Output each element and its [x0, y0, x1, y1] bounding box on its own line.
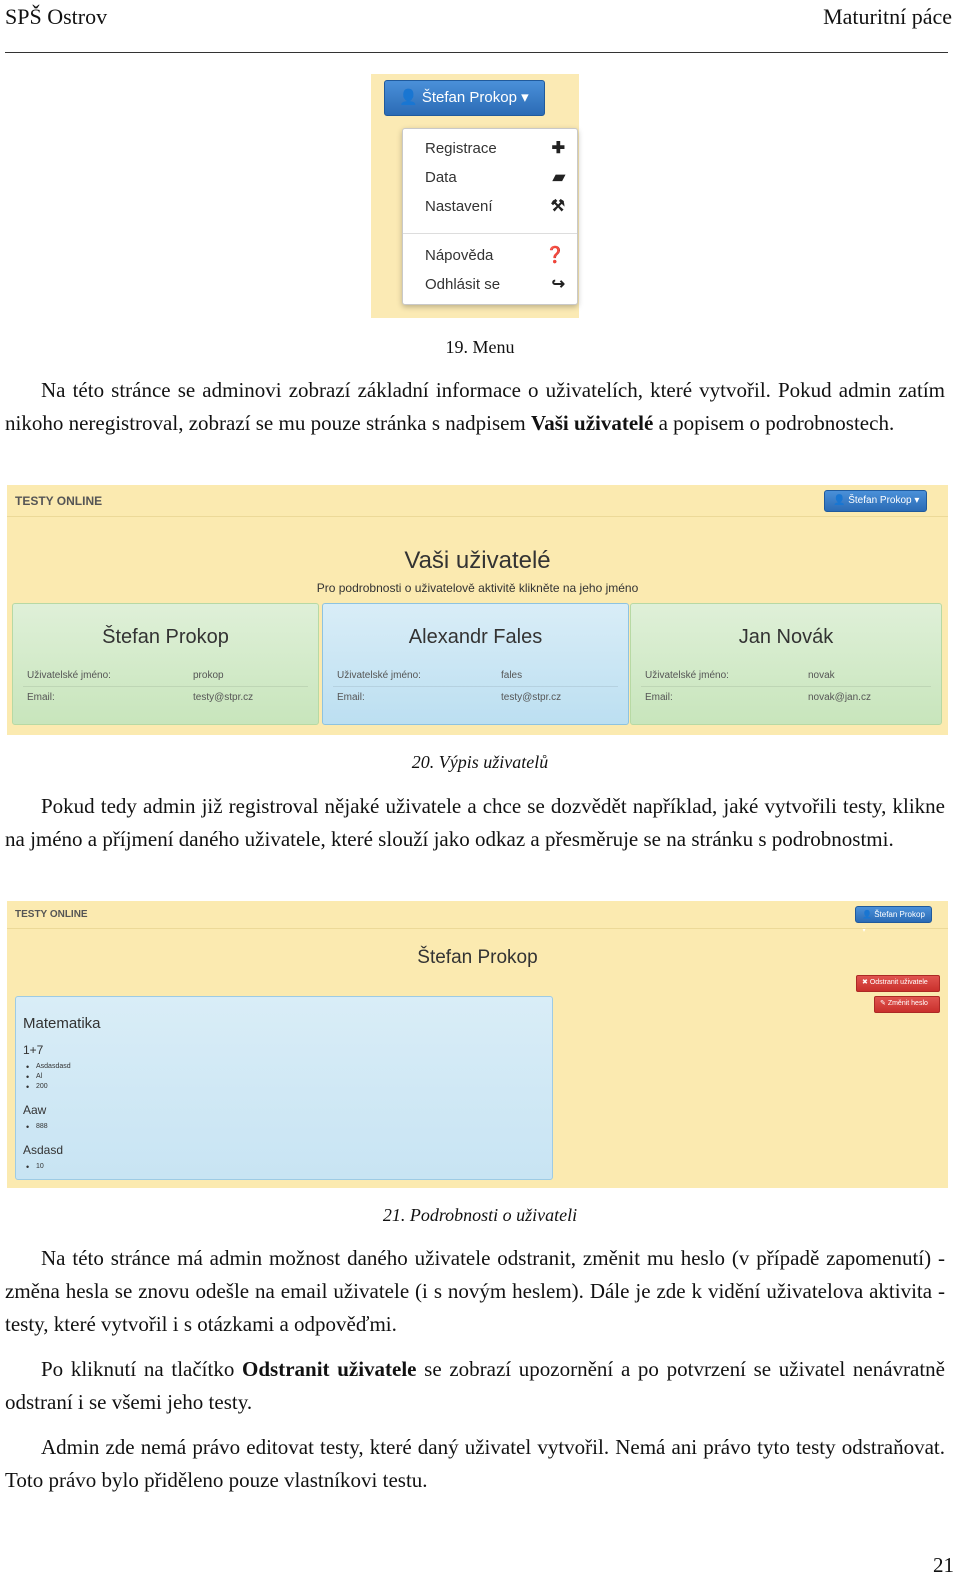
menu-item-label: Nastavení — [425, 198, 493, 215]
user-dropdown-button[interactable] — [384, 80, 545, 116]
email-value: testy@stpr.cz — [193, 692, 254, 703]
menu-item-registrace[interactable] — [425, 137, 565, 161]
test-name: Asdasd — [23, 1143, 64, 1157]
plus-icon: ✚ — [551, 140, 565, 157]
log-out-icon: ↪ — [551, 276, 565, 293]
paragraph-5: Admin zde nemá právo editovat testy, které daný uživatel vytvořil. Nemá ani právo tyto testy odstraňovat. Toto právo bylo přiděleno pouze vlastníkovi testu. — [5, 1435, 945, 1492]
user-dropdown-button[interactable] — [824, 490, 927, 512]
page-title: Štefan Prokop — [417, 947, 538, 968]
username-label: Uživatelské jméno: — [645, 670, 729, 681]
figure-user-detail — [7, 901, 948, 1188]
page-number: 21 — [933, 1553, 954, 1577]
page-title: Vaši uživatelé — [404, 547, 551, 574]
folder-open-icon: ▰ — [552, 169, 565, 186]
menu-item-label: Registrace — [425, 140, 497, 157]
menu-item-label: Nápověda — [425, 247, 494, 264]
menu-divider — [403, 233, 577, 234]
remove-icon: ✖ — [862, 979, 868, 986]
email-label: Email: — [645, 692, 673, 703]
user-dropdown-button[interactable] — [855, 906, 932, 934]
figure-caption-21: 21. Podrobnosti o uživateli — [382, 1205, 578, 1225]
subject-title: Matematika — [23, 1015, 101, 1032]
caret-down-icon: ▾ — [521, 89, 529, 106]
dropdown-menu — [402, 128, 578, 305]
figure-menu — [371, 74, 579, 318]
card-divider — [23, 686, 308, 687]
paragraph-3: Na této stránce má admin možnost daného uživatele odstranit, změnit mu heslo (v případě zapomenutí) - změna hesla se znovu odešle na email uživatele (i s novým heslem). Dále je zde k vidění uživatelova aktivita - testy, které vytvořil i s otázkami a odpověďmi. — [5, 1246, 945, 1336]
paragraph-1 — [5, 374, 945, 440]
menu-item-label: Odhlásit se — [425, 276, 501, 293]
email-value: novak@jan.cz — [808, 692, 871, 703]
figure-caption-20: 20. Výpis uživatelů — [411, 752, 549, 772]
paragraph-4-bold: Odstranit uživatele — [242, 1357, 417, 1381]
delete-user-button[interactable] — [856, 975, 940, 992]
test-name: Aaw — [23, 1103, 47, 1117]
caret-down-icon: ▾ — [862, 925, 867, 934]
answer-item: • Asdasdasd — [36, 1063, 71, 1070]
menu-item-odhlasit[interactable] — [425, 273, 565, 297]
paragraph-1-bold: Vaši uživatelé — [531, 411, 654, 435]
card-divider — [641, 686, 931, 687]
edit-icon: ✎ — [880, 1000, 886, 1007]
brand-title[interactable]: TESTY ONLINE — [15, 494, 103, 508]
user-card-name[interactable]: Jan Novák — [738, 626, 834, 648]
brand-title[interactable]: TESTY ONLINE — [15, 909, 88, 920]
user-card-name[interactable]: Alexandr Fales — [408, 626, 543, 648]
header-school: SPŠ Ostrov — [5, 4, 108, 29]
header-title: Maturitní páce — [823, 4, 952, 29]
user-icon: 👤 — [862, 910, 872, 919]
username-label: Uživatelské jméno: — [337, 670, 421, 681]
question-sign-icon: ❓ — [545, 247, 565, 264]
navbar-divider — [7, 928, 948, 929]
answer-item: • 888 — [36, 1123, 48, 1130]
user-card[interactable] — [630, 603, 942, 725]
username-label: Uživatelské jméno: — [27, 670, 111, 681]
menu-item-napoveda[interactable] — [425, 244, 565, 268]
menu-item-label: Data — [425, 169, 457, 186]
answer-item: • 10 — [36, 1163, 44, 1170]
figure-user-list — [7, 485, 948, 735]
header-rule — [5, 52, 948, 53]
username-value: novak — [808, 670, 835, 681]
menu-item-data[interactable] — [425, 166, 565, 190]
paragraph-4-text-end: se zobrazí upozornění a po potvrzení se uživatel nenávratně odstraní i se všemi jeho testy. — [5, 1357, 945, 1414]
user-card[interactable] — [322, 603, 629, 725]
wrench-icon: ⚒ — [550, 198, 565, 215]
user-card[interactable] — [12, 603, 319, 725]
username-value: fales — [501, 670, 523, 681]
figure-caption-19: 19. Menu — [445, 337, 515, 357]
answer-item: • 200 — [36, 1083, 48, 1090]
email-label: Email: — [337, 692, 365, 703]
email-label: Email: — [27, 692, 55, 703]
email-value: testy@stpr.cz — [501, 692, 562, 703]
activity-panel — [15, 996, 553, 1180]
user-icon: 👤 — [399, 89, 418, 106]
paragraph-1-text-end: a popisem o podrobnostech. — [653, 411, 895, 435]
delete-user-label: Odstranit uživatele — [869, 979, 928, 986]
test-name: 1+7 — [23, 1043, 44, 1057]
paragraph-4 — [5, 1353, 945, 1419]
paragraph-4-text: Po kliknutí na tlačítko — [41, 1357, 243, 1381]
user-icon: 👤 — [833, 495, 846, 506]
caret-down-icon: ▾ — [914, 495, 920, 506]
user-card-name[interactable]: Štefan Prokop — [102, 626, 229, 648]
menu-item-nastaveni[interactable] — [425, 195, 565, 219]
answer-item: • Al — [36, 1073, 42, 1080]
page-subtitle: Pro podrobnosti o uživatelově aktivitě klikněte na jeho jméno — [316, 581, 639, 595]
user-dropdown-label: Štefan Prokop — [874, 910, 925, 919]
navbar-divider — [7, 516, 948, 517]
paragraph-2: Pokud tedy admin již registroval nějaké uživatele a chce se dozvědět například, jaké vytvořili testy, klikne na jméno a příjmení daného uživatele, které slouží jako odkaz a přesměruje se na stránku s podrobnostmi. — [5, 794, 945, 851]
change-password-button[interactable] — [874, 996, 940, 1013]
username-value: prokop — [193, 670, 224, 681]
change-password-label: Změnit heslo — [887, 1000, 928, 1007]
card-divider — [333, 686, 618, 687]
user-dropdown-label: Štefan Prokop — [848, 495, 912, 506]
paragraph-1-text: Na této stránce se adminovi zobrazí základní informace o uživatelích, které vytvořil. Pokud admin zatím nikoho neregistroval, zobrazí se mu pouze stránka s nadpisem — [5, 378, 945, 435]
user-dropdown-label: Štefan Prokop — [421, 89, 517, 106]
